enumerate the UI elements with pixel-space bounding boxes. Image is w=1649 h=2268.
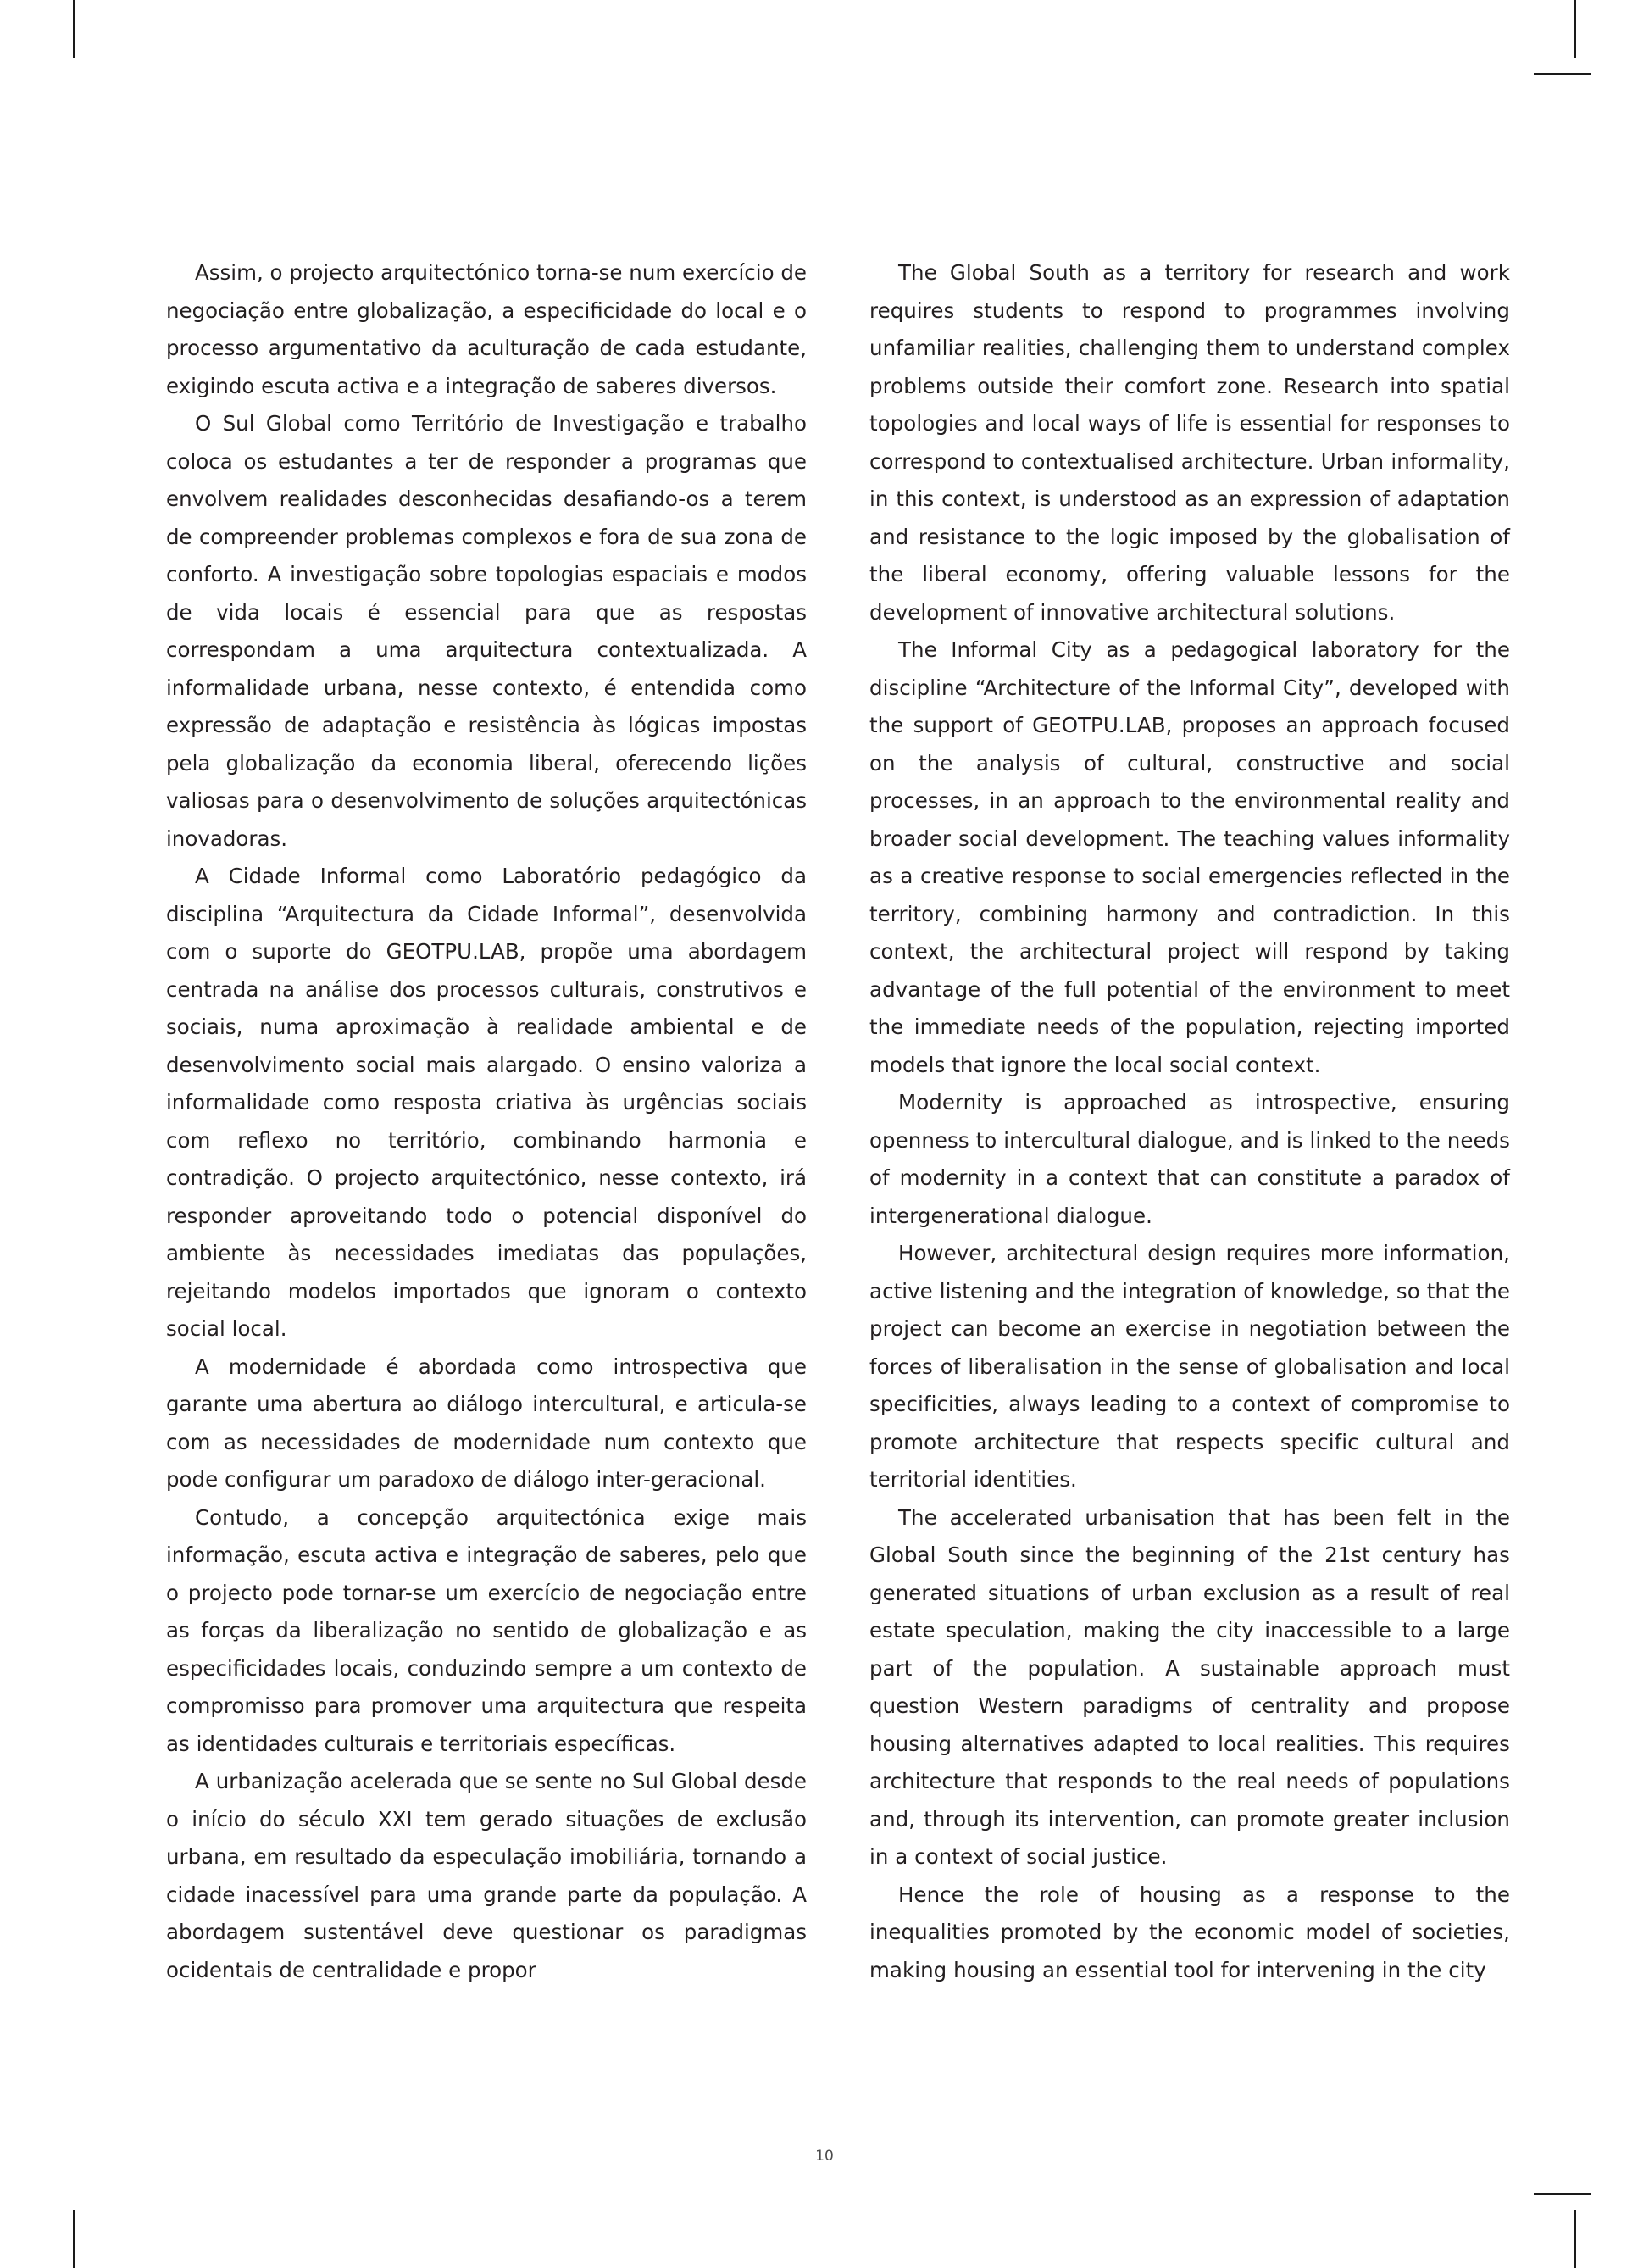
paragraph: The Global South as a territory for research and work requires students to respond to programmes involving unfamiliar realities, challenging them to understand complex problems outside their comfort zone. Research into spatial topologies and local ways of life is essential for responses to correspond to contextualised architecture. Urban informality, in this context, is understood as an expression of adaptation and resistance to the logic imposed by the globalisation of the liberal economy, offering valuable lessons for the development of innovative architectural solutions. — [869, 260, 1510, 625]
crop-mark-bottom-right — [1574, 2210, 1576, 2268]
crop-mark-top-right-horizontal — [1534, 73, 1591, 75]
paragraph: The Informal City as a pedagogical laboratory for the discipline “Architecture of the Informal City”, developed with the support of GEOTPU.LAB, proposes an approach focused on the analysis of cultural, constructive and social processes, in an approach to the environmental reality and broader social development. The teaching values informality as a creative response to social emergencies reflected in the territory, combining harmony and contradiction. In this context, the architectural project will respond by taking advantage of the full potential of the environment to meet the immediate needs of the population, rejecting imported models that ignore the local social context. — [869, 637, 1510, 1077]
paragraph: Contudo, a concepção arquitectónica exige mais informação, escuta activa e integração de saberes, pelo que o projecto pode tornar-se um exercício de negociação entre as forças da liberalização no sentido de globalização e as especificidades locais, conduzindo sempre a um contexto de compromisso para promover uma arquitectura que respeita as identidades culturais e territoriais específicas. — [166, 1504, 807, 1756]
column-english — [869, 254, 1510, 1989]
paragraph: The accelerated urbanisation that has been felt in the Global South since the beginning of the 21st century has generated situations of urban exclusion as a result of real estate speculation, making the city inaccessible to a large part of the population. A sustainable approach must question Western paradigms of centrality and propose housing alternatives adapted to local realities. This requires architecture that responds to the real needs of populations and, through its intervention, can promote greater inclusion in a context of social justice. — [869, 1504, 1510, 1869]
crop-mark-top-right — [1574, 0, 1576, 58]
paragraph: A Cidade Informal como Laboratório pedagógico da disciplina “Arquitectura da Cidade Informal”, desenvolvida com o suporte do GEOTPU.LAB, propõe uma abordagem centrada na análise dos processos culturais, construtivos e sociais, numa aproximação à realidade ambiental e de desenvolvimento social mais alargado. O ensino valoriza a informalidade como resposta criativa às urgências sociais com reflexo no território, combinando harmonia e contradição. O projecto arquitectónico, nesse contexto, irá responder aproveitando todo o potencial disponível do ambiente às necessidades imediatas das populações, rejeitando modelos importados que ignoram o contexto social local. — [166, 864, 807, 1341]
paragraph: Assim, o projecto arquitectónico torna-se num exercício de negociação entre globalização, a especificidade do local e o processo argumentativo da aculturação de cada estudante, exigindo escuta activa e a integração de saberes diversos. — [166, 260, 807, 398]
paragraph: O Sul Global como Território de Investigação e trabalho coloca os estudantes a ter de responder a programas que envolvem realidades desconhecidas desafiando-os a terem de compreender problemas complexos e fora de sua zona de conforto. A investigação sobre topologias espaciais e modos de vida locais é essencial para que as respostas correspondam a uma arquitectura contextualizada. A informalidade urbana, nesse contexto, é entendida como expressão de adaptação e resistência às lógicas impostas pela globalização da economia liberal, oferecendo lições valiosas para o desenvolvimento de soluções arquitectónicas inovadoras. — [166, 411, 807, 851]
paragraph: However, architectural design requires more information, active listening and the integration of knowledge, so that the project can become an exercise in negotiation between the forces of liberalisation in the sense of globalisation and local specificities, always leading to a context of compromise to promote architecture that respects specific cultural and territorial identities. — [869, 1241, 1510, 1492]
paragraph: A urbanização acelerada que se sente no Sul Global desde o início do século XXI tem gerado situações de exclusão urbana, em resultado da especulação imobiliária, tornando a cidade inacessível para uma grande parte da população. A abordagem sustentável deve questionar os paradigmas ocidentais de centralidade e propor — [166, 1769, 807, 1982]
body-columns — [166, 254, 1510, 1989]
crop-mark-top-left — [73, 0, 75, 58]
paragraph: A modernidade é abordada como introspectiva que garante uma abertura ao diálogo intercultural, e articula-se com as necessidades de modernidade num contexto que pode configurar um paradoxo de diálogo inter-geracional. — [166, 1354, 807, 1492]
paragraph: Hence the role of housing as a response to the inequalities promoted by the economic model of societies, making housing an essential tool for intervening in the city — [869, 1882, 1510, 1982]
column-portuguese — [166, 254, 807, 1989]
crop-mark-bottom-left — [73, 2210, 75, 2268]
page-number: 10 — [815, 2148, 834, 2165]
paragraph: Modernity is approached as introspective, ensuring openness to intercultural dialogue, and is linked to the needs of modernity in a context that can constitute a paradox of intergenerational dialogue. — [869, 1090, 1510, 1228]
crop-mark-bottom-right-horizontal — [1534, 2193, 1591, 2195]
